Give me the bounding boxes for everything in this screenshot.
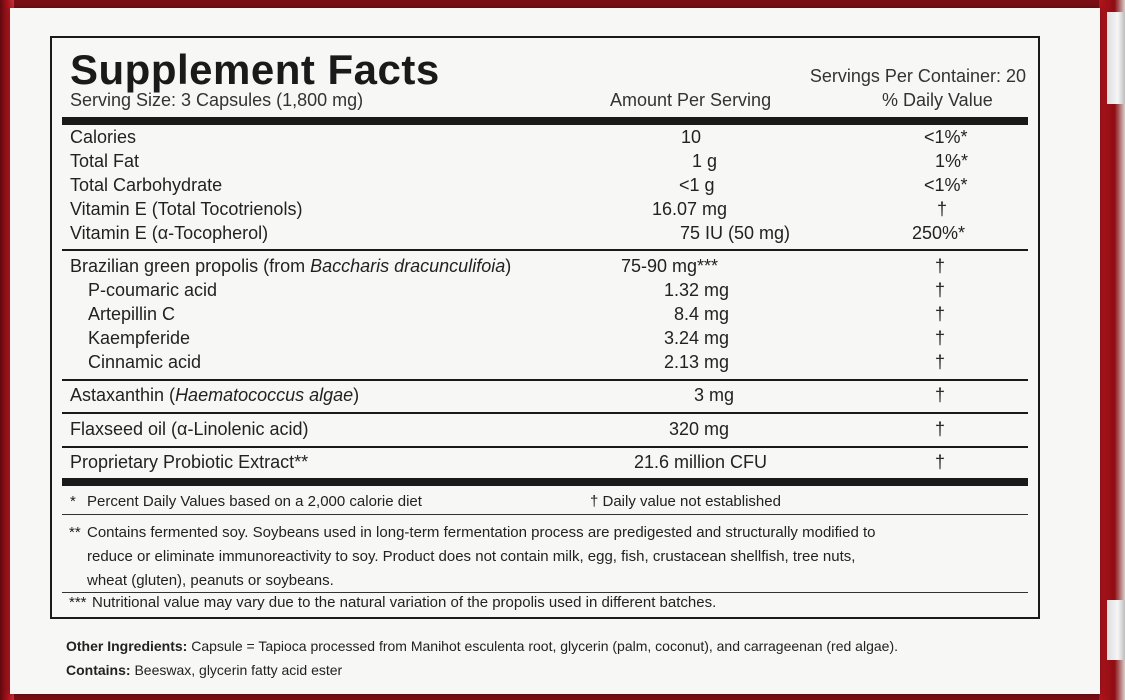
- footnote-rule: [62, 514, 1028, 515]
- nutrient-amount: 1.32 mg: [664, 280, 730, 300]
- section-rule: [62, 412, 1028, 414]
- nutrient-amount: 75-90 mg***: [621, 256, 719, 276]
- source-species: Baccharis dracunculifoia: [310, 256, 506, 276]
- nutrient-dv: †: [935, 352, 946, 372]
- nutrient-name: Cinnamic acid: [88, 352, 202, 372]
- contains: [66, 662, 342, 678]
- table-row: [52, 151, 1038, 175]
- serving-size: Serving Size: 3 Capsules (1,800 mg): [70, 90, 364, 110]
- thick-rule-top: [62, 117, 1028, 125]
- nutrient-amount: 1 g: [692, 151, 718, 171]
- nutrient-dv: †: [935, 385, 946, 405]
- table-row: [52, 328, 1038, 352]
- nutrient-dv: 1%*: [935, 151, 969, 171]
- nutrient-amount: 16.07 mg: [652, 199, 728, 219]
- other-ingredients: [66, 638, 898, 654]
- box-flap-bottom: [1107, 600, 1125, 660]
- section-rule: [62, 446, 1028, 448]
- supplement-facts-table: [50, 36, 1040, 619]
- nutrient-amount: <1 g: [679, 175, 715, 195]
- name-prefix: Brazilian green propolis (from: [70, 256, 311, 276]
- name-suffix: ): [505, 256, 512, 276]
- nutrient-name: Flaxseed oil (α-Linolenic acid): [70, 419, 309, 439]
- footnote-propolis: Nutritional value may vary due to the natural variation of the propolis used in different batches.: [92, 594, 717, 611]
- nutrient-name: P-coumaric acid: [88, 280, 218, 300]
- table-row: [52, 352, 1038, 376]
- nutrient-dv: <1%*: [924, 175, 968, 195]
- box-flap-top: [1107, 12, 1125, 104]
- nutrient-dv: †: [935, 328, 946, 348]
- nutrient-dv: †: [935, 304, 946, 324]
- nutrient-name: Total Carbohydrate: [70, 175, 223, 195]
- table-row: [52, 419, 1038, 443]
- amount-header: Amount Per Serving: [610, 90, 772, 110]
- contains-text: Beeswax, glycerin fatty acid ester: [130, 662, 343, 678]
- nutrient-name: Calories: [70, 127, 137, 147]
- nutrient-dv: †: [935, 280, 946, 300]
- nutrient-name: Total Fat: [70, 151, 140, 171]
- nutrient-name: [70, 256, 511, 277]
- table-row: [52, 385, 1038, 409]
- nutrient-dv: †: [935, 256, 946, 276]
- nutrient-amount: 2.13 mg: [664, 352, 730, 372]
- footnote-percent-dv: Percent Daily Values based on a 2,000 calorie diet: [87, 493, 422, 510]
- table-row: [52, 452, 1038, 476]
- nutrient-name: Vitamin E (Total Tocotrienols): [70, 199, 303, 219]
- nutrient-name: [70, 385, 359, 406]
- footnote-mark: ***: [69, 594, 87, 611]
- nutrient-name: Proprietary Probiotic Extract**: [70, 452, 309, 472]
- table-row: [52, 199, 1038, 223]
- nutrient-dv: 250%*: [912, 223, 966, 243]
- nutrient-amount: 3 mg: [694, 385, 735, 405]
- nutrient-amount: 10: [681, 127, 702, 147]
- nutrient-name: Vitamin E (α-Tocopherol): [70, 223, 269, 243]
- table-row: [52, 280, 1038, 304]
- footnote-rule: [62, 592, 1028, 593]
- other-ingredients-text: Capsule = Tapioca processed from Manihot esculenta root, glycerin (palm, coconut), and carrageenan (red algae).: [187, 638, 898, 654]
- page-title: Supplement Facts: [70, 46, 440, 93]
- name-prefix: Astaxanthin (: [70, 385, 176, 405]
- thick-rule-bottom: [62, 478, 1028, 486]
- servings-per-container: Servings Per Container: 20: [809, 66, 1026, 86]
- nutrient-amount: 21.6 million CFU: [634, 452, 768, 472]
- table-row: [52, 304, 1038, 328]
- nutrient-dv: †: [937, 199, 948, 219]
- source-species: Haematococcus algae: [175, 385, 354, 405]
- table-row: [52, 175, 1038, 199]
- nutrient-amount: 320 mg: [669, 419, 730, 439]
- footnote-mark: **: [69, 524, 81, 541]
- nutrient-amount: 75 IU (50 mg): [680, 223, 791, 243]
- footnote-mark: *: [70, 493, 76, 510]
- footnote-soy-line-2: reduce or eliminate immunoreactivity to soy. Product does not contain milk, egg, fish, crustacean shellfish, tree nuts,: [87, 548, 856, 565]
- label-panel: [10, 8, 1100, 694]
- nutrient-name: Kaempferide: [88, 328, 191, 348]
- table-row: [52, 127, 1038, 151]
- section-rule: [62, 249, 1028, 251]
- footnote-soy-line-3: wheat (gluten), peanuts or soybeans.: [87, 572, 334, 589]
- nutrient-dv: †: [935, 419, 946, 439]
- contains-label: Contains:: [66, 662, 131, 678]
- name-suffix: ): [353, 385, 360, 405]
- nutrient-dv: †: [935, 452, 946, 472]
- nutrient-dv: <1%*: [924, 127, 968, 147]
- nutrient-name: Artepillin C: [88, 304, 176, 324]
- other-ingredients-label: Other Ingredients:: [66, 638, 188, 654]
- nutrient-amount: 3.24 mg: [664, 328, 730, 348]
- nutrient-amount: 8.4 mg: [674, 304, 730, 324]
- daily-value-header: % Daily Value: [882, 90, 993, 110]
- box-right-edge: [1099, 0, 1125, 700]
- table-row: [52, 256, 1038, 280]
- section-rule: [62, 379, 1028, 381]
- table-row: [52, 223, 1038, 247]
- footnote-soy-line-1: Contains fermented soy. Soybeans used in long-term fermentation process are predigested and structurally modified to: [87, 524, 876, 541]
- footnote-not-established: † Daily value not established: [590, 493, 781, 510]
